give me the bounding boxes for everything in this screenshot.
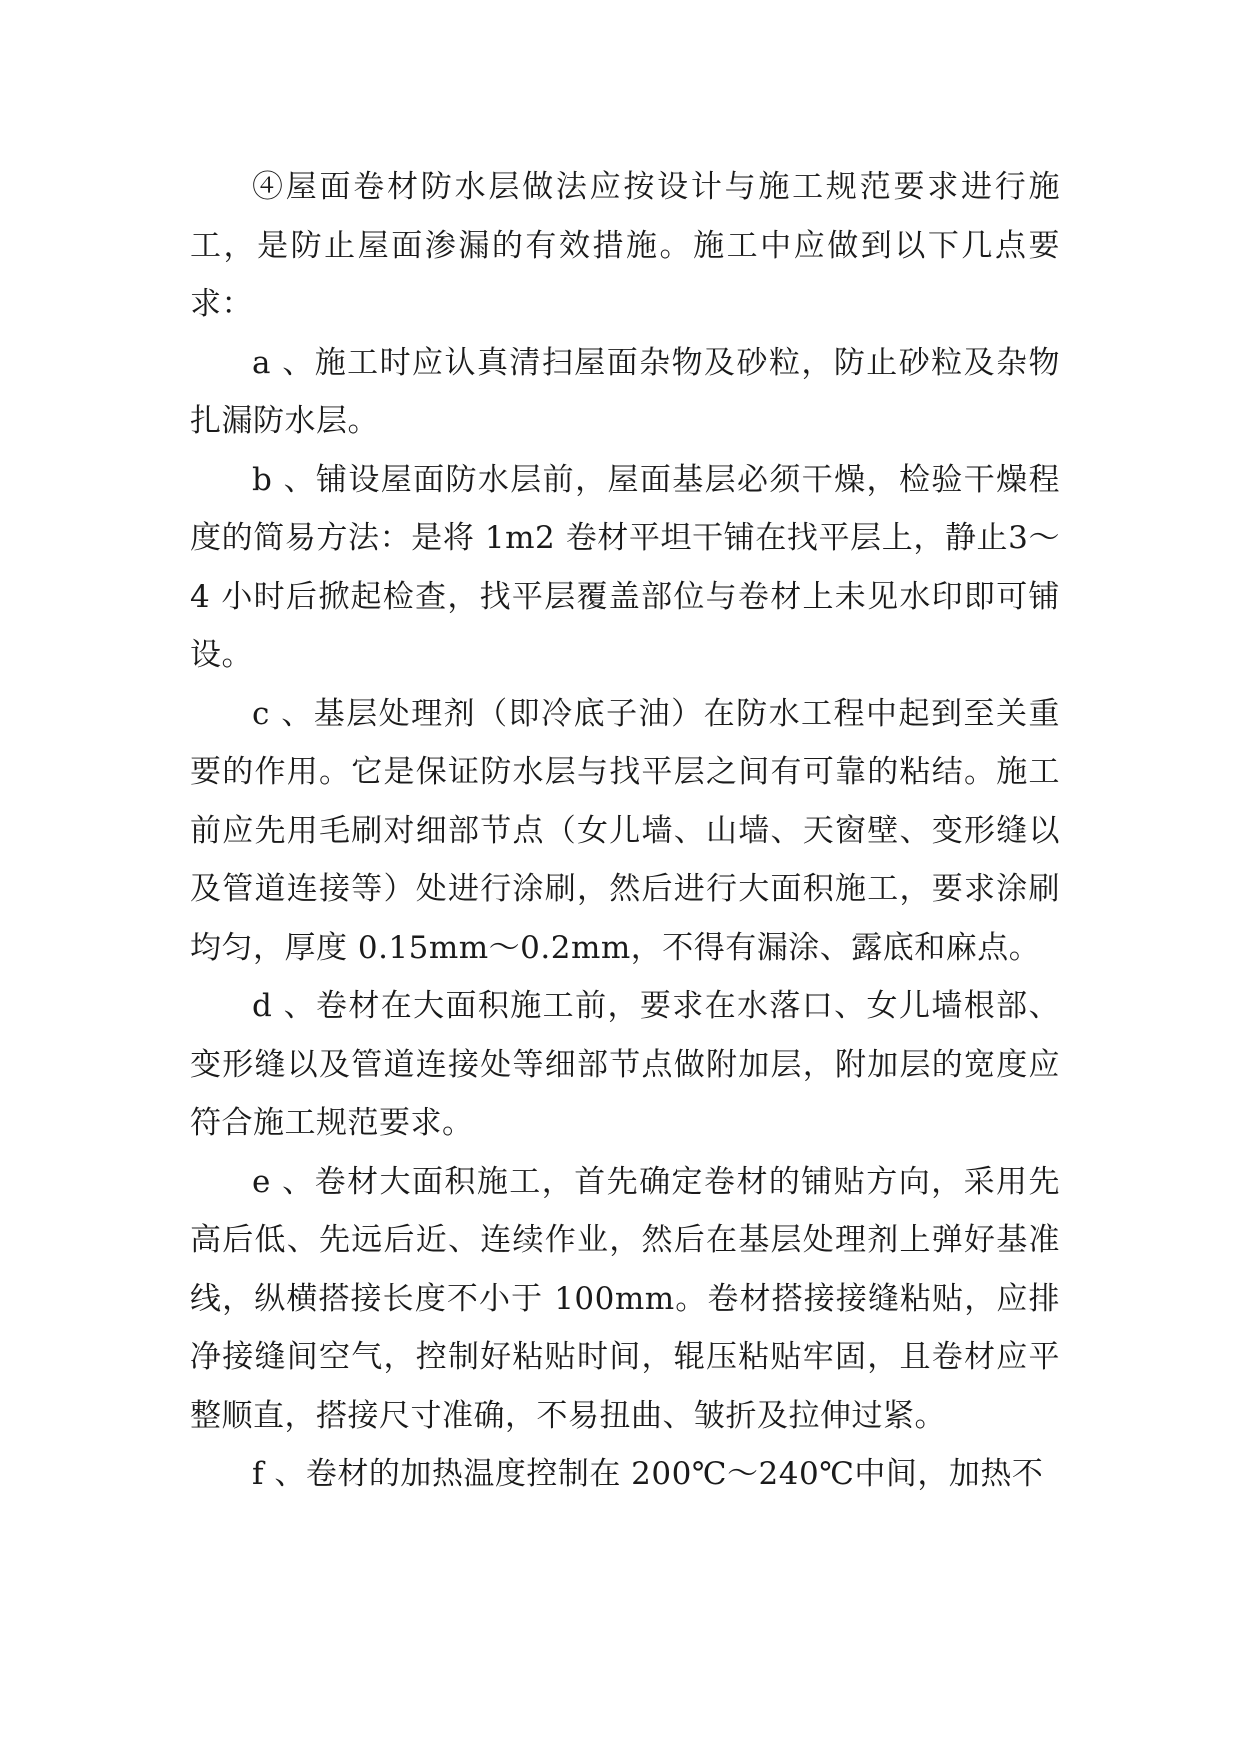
paragraph-roof-membrane-intro: ④屋面卷材防水层做法应按设计与施工规范要求进行施工，是防止屋面渗漏的有效措施。施工中应做到以下几点要求：: [190, 169, 1060, 322]
paragraph-item-f: f 、卷材的加热温度控制在 200℃～240℃中间，加热不: [252, 1456, 1044, 1492]
document-body: [190, 158, 1060, 1504]
paragraph-item-b: b 、铺设屋面防水层前，屋面基层必须干燥，检验干燥程度的简易方法：是将 1m2 卷材平坦干铺在找平层上，静止3～4 小时后掀起检查，找平层覆盖部位与卷材上未见水印即可铺设。: [190, 461, 1060, 673]
paragraph-item-c: c 、基层处理剂（即冷底子油）在防水工程中起到至关重要的作用。它是保证防水层与找平层之间有可靠的粘结。施工前应先用毛刷对细部节点（女儿墙、山墙、天窗壁、变形缝以及管道连接等）处进行涂刷，然后进行大面积施工，要求涂刷均匀，厚度 0.15mm～0.2mm，不得有漏涂、露底和麻点。: [190, 695, 1060, 966]
paragraph-item-e: e 、卷材大面积施工，首先确定卷材的铺贴方向，采用先高后低、先远后近、连续作业，然后在基层处理剂上弹好基准线，纵横搭接长度不小于 100mm。卷材搭接接缝粘贴，应排净接缝间空气，控制好粘贴时间，辊压粘贴牢固，且卷材应平整顺直，搭接尺寸准确，不易扭曲、皱折及拉伸过紧。: [190, 1163, 1060, 1434]
paragraph-item-d: d 、卷材在大面积施工前，要求在水落口、女儿墙根部、变形缝以及管道连接处等细部节点做附加层，附加层的宽度应符合施工规范要求。: [190, 988, 1060, 1141]
paragraph-item-a: a 、施工时应认真清扫屋面杂物及砂粒，防止砂粒及杂物扎漏防水层。: [190, 344, 1060, 439]
